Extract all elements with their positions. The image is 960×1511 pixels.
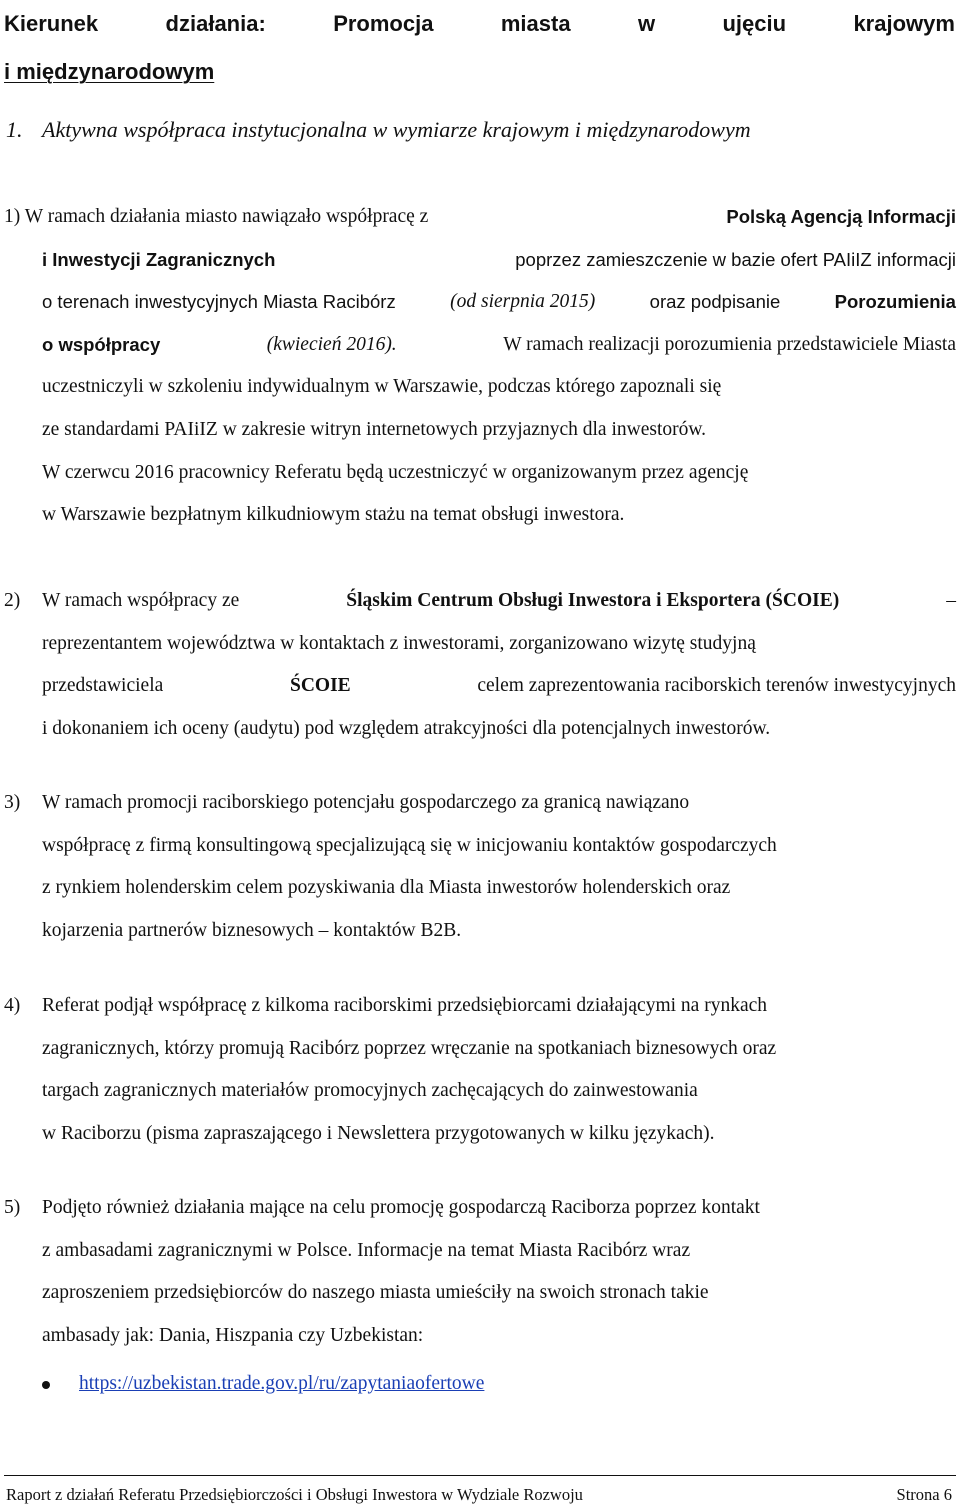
subsection-heading	[6, 112, 956, 148]
heading-line-2: i międzynarodowym	[4, 59, 215, 84]
text-line: z ambasadami zagranicznymi w Polsce. Informacje na temat Miasta Racibórz wraz	[42, 1239, 691, 1261]
bold-term: Porozumienia	[834, 291, 956, 313]
text-run: W ramach promocji raciborskiego potencjału gospodarczego za granicą nawiązano	[42, 792, 690, 813]
dash: –	[946, 590, 956, 611]
text-line: zaproszeniem przedsiębiorców do naszego miasta umieściły na swoich stronach takie	[42, 1282, 709, 1304]
subsection-title: Aktywna współpraca instytucjonalna w wymiarze krajowym i międzynarodowym	[42, 117, 751, 142]
heading-word: miasta	[500, 11, 571, 36]
text-line	[4, 324, 956, 367]
bullet-list-item	[42, 1366, 942, 1402]
date-note: (kwiecień 2016).	[266, 333, 397, 355]
text-run: W ramach realizacji porozumienia przedstawiciele Miasta	[503, 333, 956, 355]
text-line: targach zagranicznych materiałów promocyjnych zachęcających do zainwestowania	[42, 1080, 698, 1102]
item-marker: 3)	[4, 792, 21, 813]
list-item-3	[4, 782, 956, 952]
heading-word: Kierunek	[4, 11, 99, 36]
text-line: W czerwcu 2016 pracownicy Referatu będą uczestniczyć w organizowanym przez agencję	[42, 461, 749, 483]
text-line	[4, 580, 956, 623]
footer-row	[4, 1476, 956, 1510]
text-run: celem zaprezentowania raciborskich terenów inwestycyjnych	[477, 675, 956, 697]
text-run: przedstawiciela	[42, 675, 164, 697]
text-line: w Warszawie bezpłatnym kilkudniowym stażu na temat obsługi inwestora.	[42, 504, 625, 526]
heading-word: w	[637, 11, 656, 36]
text-line: współpracę z firmą konsultingową specjalizującą się w inicjowaniu kontaktów gospodarczych	[42, 834, 777, 856]
text-line	[4, 985, 956, 1028]
embassy-link[interactable]: https://uzbekistan.trade.gov.pl/ru/zapytaniaofertowe	[79, 1373, 485, 1394]
bullet-icon	[42, 1381, 50, 1389]
text-run: Podjęto również działania mające na celu promocję gospodarczą Raciborza poprzez kontakt	[42, 1197, 760, 1218]
list-item-1	[4, 196, 956, 537]
text-line: ze standardami PAIiIZ w zakresie witryn internetowych przyjaznych dla inwestorów.	[42, 418, 707, 440]
item-marker: 2)	[4, 590, 21, 611]
list-item-4	[4, 985, 956, 1155]
text-line: reprezentantem województwa w kontaktach z inwestorami, zorganizowano wizytę studyjną	[42, 632, 756, 654]
bold-term: o współpracy	[42, 333, 161, 355]
heading-word: krajowym	[853, 11, 955, 36]
page-number: Strona 6	[896, 1485, 952, 1504]
heading-word: Promocja	[333, 11, 434, 36]
text-line: uczestniczyli w szkoleniu indywidualnym w Warszawie, podczas którego zapoznali się	[42, 376, 722, 398]
list-item-2	[4, 580, 956, 750]
text-line	[4, 782, 956, 825]
text-run: W ramach współpracy ze	[42, 590, 240, 611]
text-run	[4, 782, 689, 825]
text-run: oraz podpisanie	[649, 291, 781, 313]
bold-term: Polską Agencją Informacji	[726, 206, 956, 227]
item-marker: 4)	[4, 995, 21, 1016]
text-line	[4, 281, 956, 324]
text-line	[4, 239, 956, 282]
text-line: i dokonaniem ich oceny (audytu) pod względem atrakcyjności dla potencjalnych inwestorów.	[42, 717, 771, 739]
text-line	[4, 665, 956, 708]
bold-term: Śląskim Centrum Obsługi Inwestora i Eksportera (ŚCOIE)	[346, 590, 840, 611]
heading-word: działania:	[165, 11, 266, 36]
text-run	[4, 985, 767, 1028]
text-run: Referat podjął współpracę z kilkoma raciborskimi przedsiębiorcami działającymi na rynkach	[42, 995, 768, 1016]
item-marker: 5)	[4, 1197, 21, 1218]
heading-word: ujęciu	[722, 11, 787, 36]
text-run: o terenach inwestycyjnych Miasta Racibórz	[42, 291, 396, 313]
bold-term: i Inwestycji Zagranicznych	[42, 248, 276, 270]
page-footer	[4, 1475, 956, 1510]
list-item-5	[4, 1187, 956, 1357]
heading-line-1	[4, 0, 955, 48]
text-line: ambasady jak: Dania, Hiszpania czy Uzbekistan:	[42, 1324, 424, 1346]
text-run	[4, 1187, 760, 1230]
text-run: poprzez zamieszczenie w bazie ofert PAIiIZ informacji	[515, 248, 956, 270]
text-line	[4, 1187, 956, 1230]
subsection-number: 1.	[6, 117, 23, 142]
date-note: (od sierpnia 2015)	[450, 291, 596, 313]
footer-title: Raport z działań Referatu Przedsiębiorczości i Obsługi Inwestora w Wydziale Rozwoju	[6, 1485, 583, 1504]
text-line	[4, 196, 956, 239]
text-line: zagranicznych, którzy promują Racibórz poprzez wręczanie na spotkaniach biznesowych oraz	[42, 1037, 777, 1059]
section-heading	[4, 0, 955, 96]
bold-term: ŚCOIE	[289, 675, 351, 697]
text-run: 1) W ramach działania miasto nawiązało współpracę z	[4, 206, 429, 227]
text-line: kojarzenia partnerów biznesowych – kontaktów B2B.	[42, 919, 462, 941]
text-line: w Raciborzu (pisma zapraszającego i Newslettera przygotowanych w kilku językach).	[42, 1122, 715, 1144]
text-line: z rynkiem holenderskim celem pozyskiwania dla Miasta inwestorów holenderskich oraz	[42, 877, 731, 899]
text-run	[4, 580, 239, 623]
